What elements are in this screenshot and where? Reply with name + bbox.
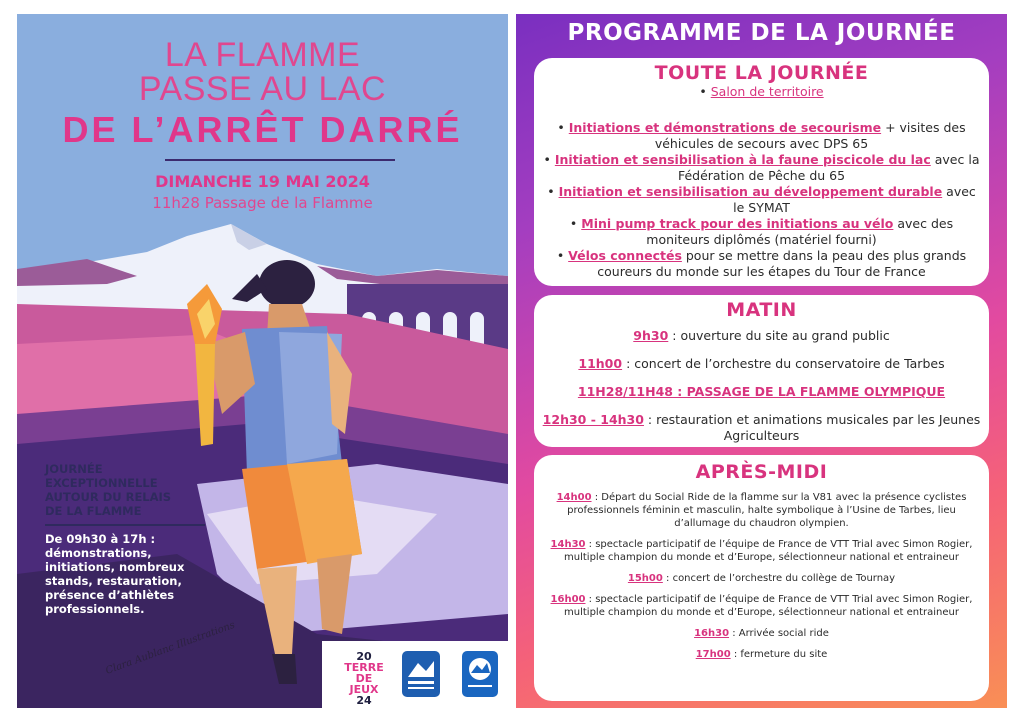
flame-passage-label: 11H28/11H48 : PASSAGE DE LA FLAMME OLYMPIQUE xyxy=(577,384,946,399)
time-label: 15h00 xyxy=(627,573,663,584)
event-poster xyxy=(17,14,508,708)
all-day-item: • Initiation et sensibilisation à la faune piscicole du lac avec la Fédération de Pêche du 65 xyxy=(543,152,980,183)
time-label: 12h30 - 14h30 xyxy=(542,412,644,427)
morning-item xyxy=(534,328,989,344)
logo-text: 20 xyxy=(356,650,372,663)
activity-highlight: Initiation et sensibilisation au développement durable xyxy=(558,184,943,199)
time-label: 14h30 xyxy=(550,539,586,550)
activity-text: avec des moniteurs diplômés (matériel fourni) xyxy=(646,216,954,247)
poster-info-box xyxy=(45,462,205,616)
activity-text: pour se mettre dans la peau des plus grands coureurs du monde sur les étapes du Tour de France xyxy=(597,248,967,279)
all-day-card xyxy=(534,58,989,286)
time-label: 16h30 xyxy=(694,628,730,639)
activity-text: avec la Fédération de Pêche du 65 xyxy=(677,152,980,183)
afternoon-item xyxy=(534,491,989,530)
all-day-item: • Vélos connectés pour se mettre dans la peau des plus grands coureurs du monde sur les étapes du Tour de France xyxy=(556,248,967,279)
afternoon-item xyxy=(534,627,989,640)
poster-info-body-line: professionnels. xyxy=(45,602,145,616)
event-text: : concert de l’orchestre du conservatoire de Tarbes xyxy=(622,356,945,371)
afternoon-item xyxy=(534,572,989,585)
event-text: : spectacle participatif de l’équipe de France de VTT Trial avec Simon Rogier, multiple champion du monde et d’Europe, sélectionneur national et entraineur xyxy=(564,594,973,618)
morning-item xyxy=(534,412,989,444)
time-label: 17h00 xyxy=(695,649,731,660)
terre-de-jeux-logo xyxy=(340,651,388,706)
poster-info-body-line: initiations, nombreux xyxy=(45,560,185,574)
poster-info-heading-line: DE LA FLAMME xyxy=(45,504,142,518)
poster-info-heading-line: EXCEPTIONNELLE xyxy=(45,476,158,490)
logo-text: 24 xyxy=(356,694,372,707)
activity-text: avec le SYMAT xyxy=(733,184,976,215)
time-label: 14h00 xyxy=(556,492,592,503)
salon-link: Salon de territoire xyxy=(710,84,824,99)
poster-info-body xyxy=(45,532,205,616)
poster-info-body-line: présence d’athlètes xyxy=(45,588,175,602)
activity-highlight: Mini pump track pour des initiations au vélo xyxy=(581,216,894,231)
morning-item xyxy=(534,384,989,400)
time-label: 16h00 xyxy=(550,594,586,605)
poster-info-heading-line: AUTOUR DU RELAIS xyxy=(45,490,172,504)
all-day-item: • Initiations et démonstrations de secourisme + visites des véhicules de secours avec DPS 65 xyxy=(557,120,966,151)
poster-info-body-line: De 09h30 à 17h : xyxy=(45,532,156,546)
poster-info-body-line: stands, restauration, xyxy=(45,574,182,588)
poster-title-line1: LA FLAMME xyxy=(164,36,361,74)
poster-time: 11h28 Passage de la Flamme xyxy=(152,194,373,212)
event-text: : ouverture du site au grand public xyxy=(668,328,890,343)
activity-text: + visites des véhicules de secours avec DPS 65 xyxy=(654,120,966,151)
time-label: 9h30 xyxy=(633,328,669,343)
poster-info-heading xyxy=(45,462,205,526)
hautes-pyrenees-logo xyxy=(402,651,440,697)
afternoon-item xyxy=(534,593,989,619)
afternoon-title: APRÈS-MIDI xyxy=(695,461,828,483)
all-day-title: TOUTE LA JOURNÉE xyxy=(654,62,869,84)
all-day-item: • Initiation et sensibilisation au développement durable avec le SYMAT xyxy=(547,184,976,215)
morning-item xyxy=(534,356,989,372)
logo-text: DE JEUX xyxy=(349,672,379,696)
poster-title-line3: DE L’ARRÊT DARRÉ xyxy=(62,109,463,150)
morning-title: MATIN xyxy=(726,299,797,321)
poster-divider xyxy=(165,159,395,161)
activity-highlight: Initiations et démonstrations de secourisme xyxy=(568,120,882,135)
afternoon-item xyxy=(534,538,989,564)
poster-title-line2: PASSE AU LAC xyxy=(138,70,387,108)
partner-logos xyxy=(322,641,508,708)
logo-text: TERRE xyxy=(344,661,384,674)
event-text: : spectacle participatif de l’équipe de France de VTT Trial avec Simon Rogier, multiple champion du monde et d’Europe, sélectionneur national et entraineur xyxy=(564,539,973,563)
val-d-adour-logo xyxy=(462,651,498,697)
event-text: : fermeture du site xyxy=(730,649,828,660)
morning-card xyxy=(534,295,989,447)
poster-date: DIMANCHE 19 MAI 2024 xyxy=(155,172,370,191)
event-text: : restauration et animations musicales par les Jeunes Agriculteurs xyxy=(643,412,981,443)
event-text: : concert de l’orchestre du collège de Tournay xyxy=(662,573,896,584)
svg-text:Clara Aublanc Illustrations: Clara Aublanc Illustrations xyxy=(104,619,237,677)
all-day-item: • Mini pump track pour des initiations au vélo avec des moniteurs diplômés (matériel fourni) xyxy=(569,216,954,247)
time-label: 11h00 xyxy=(578,356,623,371)
programme-title: PROGRAMME DE LA JOURNÉE xyxy=(567,20,956,46)
afternoon-card xyxy=(534,455,989,701)
salon-line: • Salon de territoire xyxy=(699,84,824,99)
activity-highlight: Vélos connectés xyxy=(568,248,682,263)
activity-highlight: Initiation et sensibilisation à la faune piscicole du lac xyxy=(554,152,931,167)
event-text: : Départ du Social Ride de la flamme sur la V81 avec la présence cyclistes professionnels féminin et masculin, halte symbolique à l’Usine de Tarbes, lieu d’allumage du chaudron olympien. xyxy=(567,492,967,529)
event-text: : Arrivée social ride xyxy=(729,628,829,639)
programme-panel xyxy=(516,14,1007,708)
poster-info-heading-line: JOURNÉE xyxy=(45,462,103,476)
afternoon-item xyxy=(534,648,989,661)
poster-info-body-line: démonstrations, xyxy=(45,546,152,560)
